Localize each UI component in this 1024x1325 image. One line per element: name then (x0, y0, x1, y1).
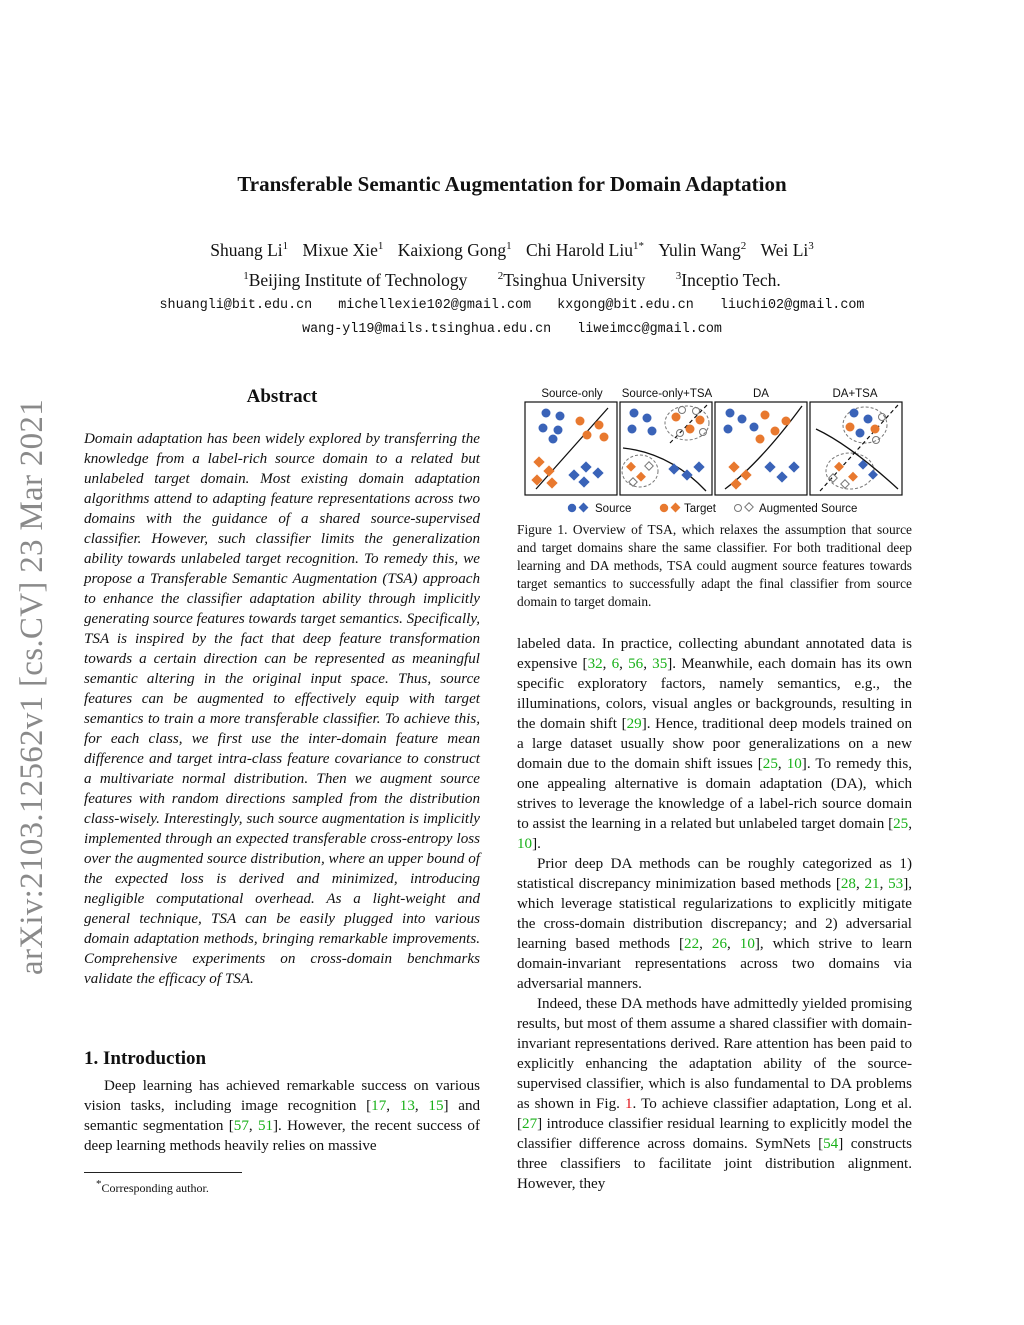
body-paragraph: Indeed, these DA methods have admittedly yielded promising results, but most of them assume a shared classifier with domain-invariant representations derived. Rare attention has been paid to explicitly enhancing the adaptation ability of the source-supervised classifier, which is also fundamental to DA problems as shown in Fig. 1. To achieve classifier adaptation, Long et al. [27] introduce classifier residual learning to explicitly model the classifier difference across domains. SymNets [54] constructs three classifiers to facilitate joint distribution alignment. However, they (517, 996, 913, 1192)
citation-link[interactable]: 32 (587, 656, 603, 672)
section-heading: 1. Introduction (84, 1048, 207, 1069)
email-link[interactable]: liweimcc@gmail.com (577, 322, 722, 337)
citation-link[interactable]: 25 (893, 816, 909, 832)
legend-target: Target (684, 503, 716, 515)
email-link[interactable]: shuangli@bit.edu.cn (159, 298, 313, 313)
email-row (0, 298, 1024, 313)
footnote: *Corresponding author. (96, 1178, 209, 1195)
author: Yulin Wang$^2$ (658, 240, 747, 260)
citation-link[interactable]: 54 (823, 1136, 839, 1152)
citation-link[interactable]: 10 (739, 936, 755, 952)
email-link[interactable]: michellexie102@gmail.com (338, 298, 532, 313)
affiliation: $^2$Tsinghua University (497, 270, 646, 290)
affiliation-list (0, 270, 1024, 291)
author: Kaixiong Gong$^1$ (397, 240, 512, 260)
citation-link[interactable]: 13 (399, 1098, 415, 1114)
citation-link[interactable]: 56 (628, 656, 644, 672)
paper-title: Transferable Semantic Augmentation for Domain Adaptation (237, 172, 787, 196)
citation-link[interactable]: 21 (864, 876, 880, 892)
panel-da (715, 402, 807, 495)
author: Shuang Li$^1$ (210, 240, 289, 260)
citation-link[interactable]: 17 (371, 1098, 387, 1114)
arxiv-watermark[interactable]: arXiv:2103.12562v1 [cs.CV] 23 Mar 2021 (14, 399, 50, 975)
footnote-rule (84, 1172, 242, 1173)
intro-paragraph: Deep learning has achieved remarkable success on various vision tasks, including image recognition [17, 13, 15] and semantic segmentation [57, 51]. However, the recent success of deep learning methods heavily relies on massive (84, 1078, 481, 1154)
abstract-text: Domain adaptation has been widely explored by transferring the knowledge from a label-rich source domain to a related but unlabeled target domain. Most existing domain adaptation algorithms attend to adapting feature representations across two domains with the guidance of a shared source-supervised classifier. However, such classifier limits the generalization ability towards unlabeled target recognition. To remedy this, we propose a Transferable Semantic Augmentation (TSA) approach to enhance the classifier adaptation ability through implicitly generating source features towards target semantics. Specifically, TSA is inspired by the fact that deep feature transformation towards a certain direction can be represented as meaningful semantic altering in the original input space. Thus, source features can be augmented to effectively equip with target semantics to train a more transferable classifier. To achieve this, for each class, we first use the inter-domain feature mean difference and target intra-class feature covariance to construct a multivariate normal distribution. Then we augment source features with random directions sampled from the distribution class-wisely. Interestingly, such source augmentation is implicitly implemented through an expected transferable cross-entropy loss over the augmented source distribution, where an upper bound of the expected loss is derived and minimized, introducing negligible computational overhead. As a light-weight and general technique, TSA can be easily plugged into various domain adaptation methods, bringing remarkable improvements. Comprehensive experiments on cross-domain benchmarks validate the efficacy of TSA. (84, 431, 481, 987)
panel-title: DA+TSA (832, 388, 878, 400)
abstract-heading: Abstract (246, 386, 318, 407)
citation-link[interactable]: 15 (428, 1098, 444, 1114)
body-paragraph: Prior deep DA methods can be roughly categorized as 1) statistical discrepancy minimization based methods [28, 21, 53], which leverage statistical regularizations to explicitly mitigate the cross-domain distribution discrepancy; and 2) adversarial learning based methods [22, 26, 10], which strive to learn domain-invariant representations across two domains via adversarial manners. (517, 856, 913, 992)
figure-1 (520, 383, 912, 515)
panel-title: DA (753, 388, 769, 400)
panel-source-only (525, 402, 617, 495)
citation-link[interactable]: 27 (522, 1116, 538, 1132)
citation-link[interactable]: 10 (786, 756, 802, 772)
author-list (0, 240, 1024, 261)
body-paragraph: labeled data. In practice, collecting abundant annotated data is expensive [32, 6, 56, 35]. Meanwhile, each domain has its own specific exploratory factors, namely semantics, e.g., the illuminations, colors, visual angles or backgrounds, resulting in the domain shift [29]. Hence, traditional deep models trained on a large dataset usually show poor generalizations on a new domain due to the domain shift issues [25, 10]. To remedy this, one appealing alternative is domain adaptation (DA), which strives to leverage the knowledge of a label-rich source domain to assist the learning in a related but unlabeled target domain [25, 10]. (517, 636, 913, 852)
citation-link[interactable]: 35 (652, 656, 668, 672)
author: Wei Li$^3$ (760, 240, 814, 260)
figure-legend (568, 503, 858, 515)
author: Mixue Xie$^1$ (302, 240, 384, 260)
figure-caption: Figure 1. Overview of TSA, which relaxes the assumption that source and target domains share the same classifier. For both traditional deep learning and DA methods, TSA could augment source features towards target semantics to successfully adapt the final classifier from source domain to target domain. (517, 522, 912, 609)
citation-link[interactable]: 28 (840, 876, 856, 892)
email-link[interactable]: liuchi02@gmail.com (719, 298, 865, 313)
citation-link[interactable]: 57 (233, 1118, 249, 1134)
citation-link[interactable]: 22 (684, 936, 700, 952)
citation-link[interactable]: 6 (611, 656, 620, 672)
panel-source-only-tsa (620, 402, 712, 495)
email-link[interactable]: kxgong@bit.edu.cn (557, 298, 694, 313)
citation-link[interactable]: 26 (711, 936, 727, 952)
panel-title: Source-only+TSA (621, 388, 713, 400)
citation-link[interactable]: 29 (626, 716, 642, 732)
affiliation: $^1$Beijing Institute of Technology (243, 270, 468, 290)
email-link[interactable]: wang-yl19@mails.tsinghua.edu.cn (302, 322, 552, 337)
citation-link[interactable]: 25 (762, 756, 778, 772)
panel-title: Source-only (541, 388, 603, 400)
citation-link[interactable]: 53 (888, 876, 904, 892)
author: Chi Harold Liu$^{1*}$ (526, 240, 644, 260)
panel-da-tsa (810, 402, 902, 495)
figure-ref-link[interactable]: 1 (625, 1096, 633, 1112)
legend-source: Source (595, 503, 632, 515)
citation-link[interactable]: 51 (257, 1118, 274, 1134)
legend-augmented: Augmented Source (759, 503, 858, 515)
affiliation: $^3$Inceptio Tech. (675, 270, 781, 290)
email-row (0, 322, 1024, 337)
citation-link[interactable]: 10 (517, 836, 533, 852)
